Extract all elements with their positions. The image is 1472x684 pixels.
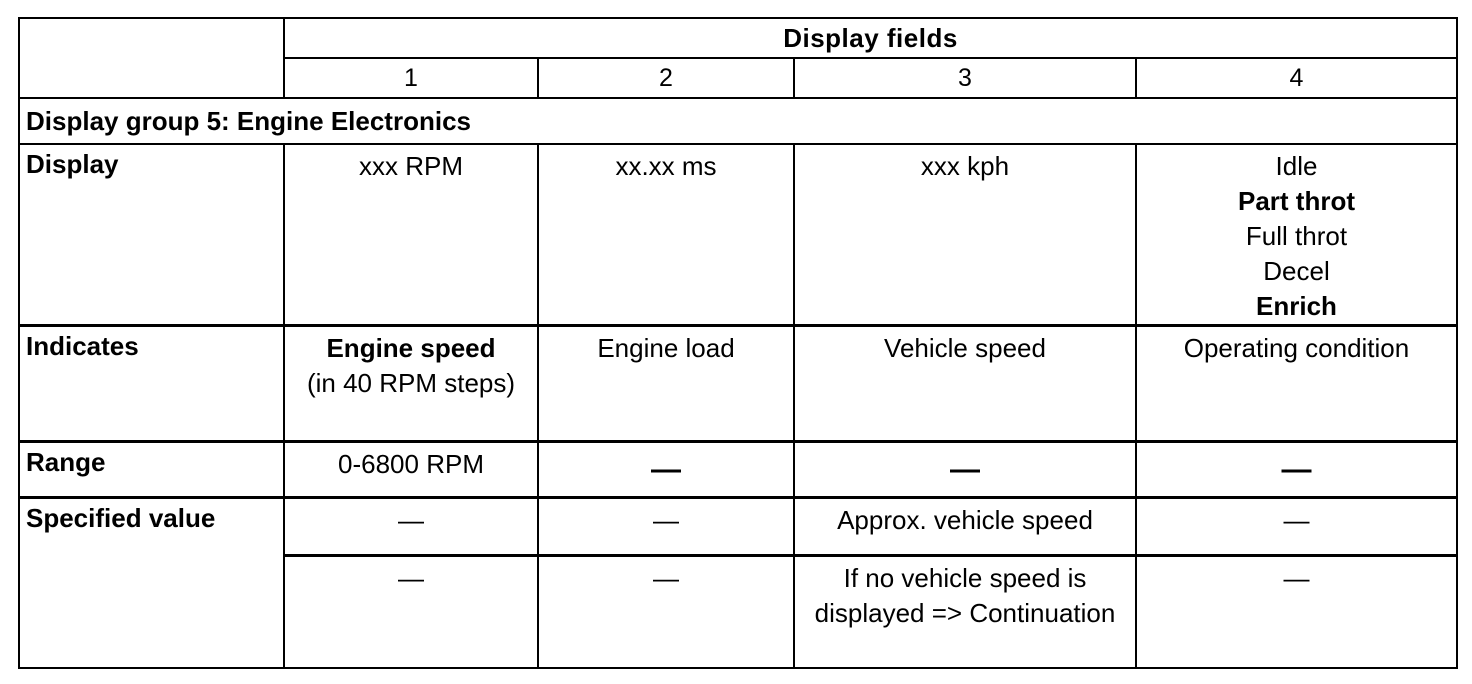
specified-2-field-1: —	[284, 556, 538, 668]
field-number-4: 4	[1136, 58, 1457, 98]
specified-value-row-1	[19, 498, 1457, 556]
operating-condition-decel: Decel	[1263, 256, 1330, 286]
indicates-value-field-1	[284, 326, 538, 442]
specified-2-field-3: If no vehicle speed is displayed => Continuation	[794, 556, 1136, 668]
display-group-label: Display group 5: Engine Electronics	[19, 98, 1457, 144]
row-label-range: Range	[19, 442, 284, 498]
group-row	[19, 98, 1457, 144]
field-number-1: 1	[284, 58, 538, 98]
row-label-specified-value: Specified value	[19, 498, 284, 668]
header-row	[19, 18, 1457, 58]
display-value-field-4	[1136, 144, 1457, 326]
specified-1-field-2: —	[538, 498, 794, 556]
indicates-value-field-4: Operating condition	[1136, 326, 1457, 442]
field-number-3: 3	[794, 58, 1136, 98]
indicates-field-1-line-2: (in 40 RPM steps)	[306, 368, 516, 398]
indicates-field-1-line-1: Engine speed	[326, 333, 496, 363]
indicates-value-field-2: Engine load	[538, 326, 794, 442]
operating-condition-part-throt: Part throt	[1238, 186, 1355, 216]
specified-1-field-1: —	[284, 498, 538, 556]
indicates-row	[19, 326, 1457, 442]
row-label-display: Display	[19, 144, 284, 326]
display-fields-table	[18, 17, 1458, 669]
display-value-field-3: xxx kph	[794, 144, 1136, 326]
display-row	[19, 144, 1457, 326]
row-label-indicates: Indicates	[19, 326, 284, 442]
field-number-2: 2	[538, 58, 794, 98]
specified-1-field-3: Approx. vehicle speed	[794, 498, 1136, 556]
corner-cell	[19, 18, 284, 98]
range-value-field-2: —	[538, 442, 794, 498]
range-value-field-4: —	[1136, 442, 1457, 498]
display-value-field-1: xxx RPM	[284, 144, 538, 326]
range-value-field-3: —	[794, 442, 1136, 498]
operating-condition-idle: Idle	[1275, 151, 1318, 181]
display-value-field-2: xx.xx ms	[538, 144, 794, 326]
range-value-field-1: 0-6800 RPM	[284, 442, 538, 498]
specified-2-field-2: —	[538, 556, 794, 668]
specified-2-field-4: —	[1136, 556, 1457, 668]
indicates-value-field-3: Vehicle speed	[794, 326, 1136, 442]
operating-condition-enrich: Enrich	[1256, 291, 1337, 321]
operating-condition-full-throt: Full throt	[1245, 221, 1348, 251]
range-row	[19, 442, 1457, 498]
specified-1-field-4: —	[1136, 498, 1457, 556]
display-fields-title: Display fields	[284, 18, 1457, 58]
